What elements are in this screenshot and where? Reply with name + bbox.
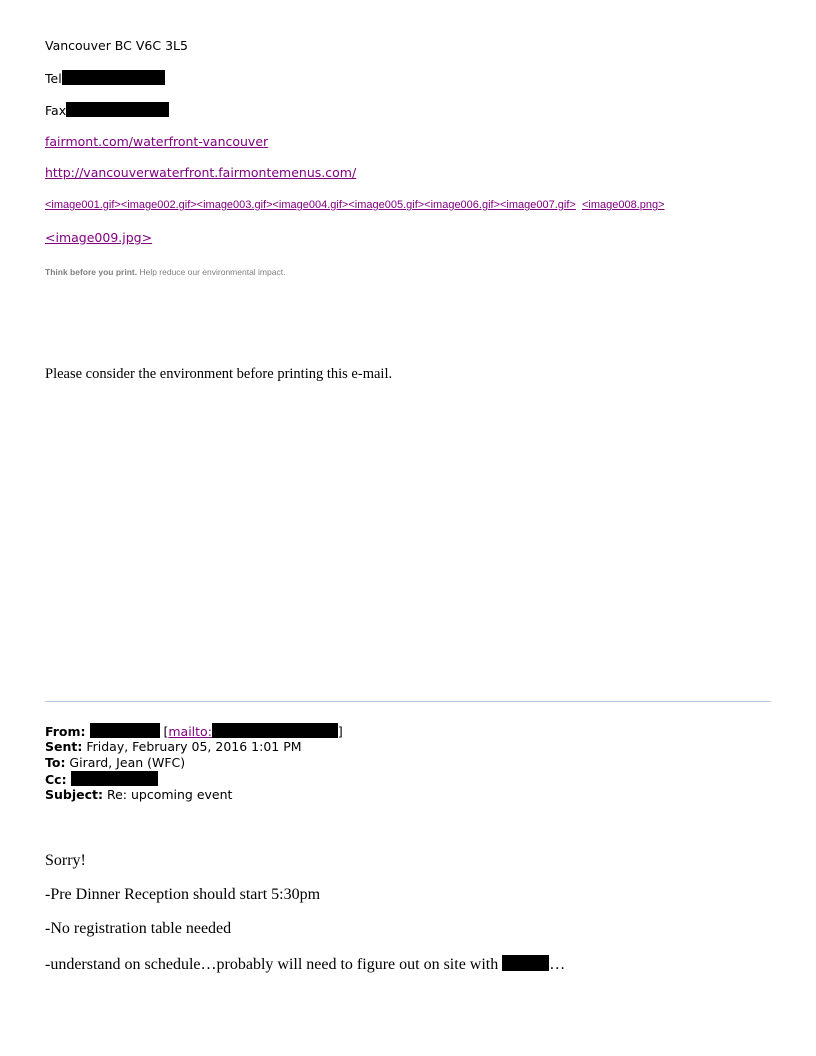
image009-link[interactable]: <image009.jpg> (45, 230, 153, 245)
sent-label: Sent: (45, 739, 83, 754)
think-rest: Help reduce our environmental impact. (137, 267, 286, 277)
to-label: To: (45, 755, 66, 770)
message-line-1: Sorry! (45, 852, 86, 869)
tel-line (45, 70, 165, 86)
sent-value: Friday, February 05, 2016 1:01 PM (82, 739, 302, 754)
mailto-open: [ (163, 724, 169, 739)
redacted-fax (66, 102, 169, 117)
to-value: Girard, Jean (WFC) (65, 755, 186, 770)
website-link[interactable]: fairmont.com/waterfront-vancouver (45, 134, 269, 149)
address-line: Vancouver BC V6C 3L5 (45, 38, 188, 53)
subject-value: Re: upcoming event (103, 787, 233, 802)
subject-label: Subject: (45, 787, 103, 802)
cc-line (45, 771, 158, 788)
image008-link[interactable]: <image008.png> (581, 199, 665, 211)
from-label: From: (45, 724, 86, 739)
sent-line (45, 739, 302, 755)
message-line-3: -No registration table needed (45, 920, 232, 937)
redacted-name (502, 955, 549, 971)
message-line-2: -Pre Dinner Reception should start 5:30pm (45, 886, 321, 903)
redacted-tel (62, 70, 165, 85)
redacted-sender-email (212, 723, 338, 738)
menus-link[interactable]: http://vancouverwaterfront.fairmontemenus.com/ (45, 165, 357, 180)
cc-label: Cc: (45, 772, 67, 787)
from-line (45, 723, 343, 740)
think-bold: Think before you print. (45, 267, 138, 277)
subject-line (45, 787, 232, 803)
to-line (45, 755, 185, 771)
image-attachment-links[interactable]: <image001.gif><image002.gif><image003.gif><image004.gif><image005.gif><image006.gif><image007.gif> (45, 199, 576, 211)
tel-label: Tel (45, 71, 62, 86)
think-before-print-note (45, 267, 285, 277)
mailto-close: ] (337, 724, 343, 739)
message-divider (45, 701, 771, 702)
image-attachments-line (45, 199, 665, 211)
redacted-sender-name (90, 723, 160, 738)
fax-line (45, 102, 169, 118)
redacted-cc (71, 771, 158, 786)
environment-note: Please consider the environment before printing this e-mail. (45, 366, 393, 382)
message-line-4-start: -understand on schedule…probably will need to figure out on site with (45, 956, 503, 973)
fax-label: Fax (45, 103, 67, 118)
message-line-4 (45, 955, 565, 974)
message-line-4-end: … (549, 956, 566, 973)
mailto-link[interactable]: mailto: (168, 724, 212, 739)
